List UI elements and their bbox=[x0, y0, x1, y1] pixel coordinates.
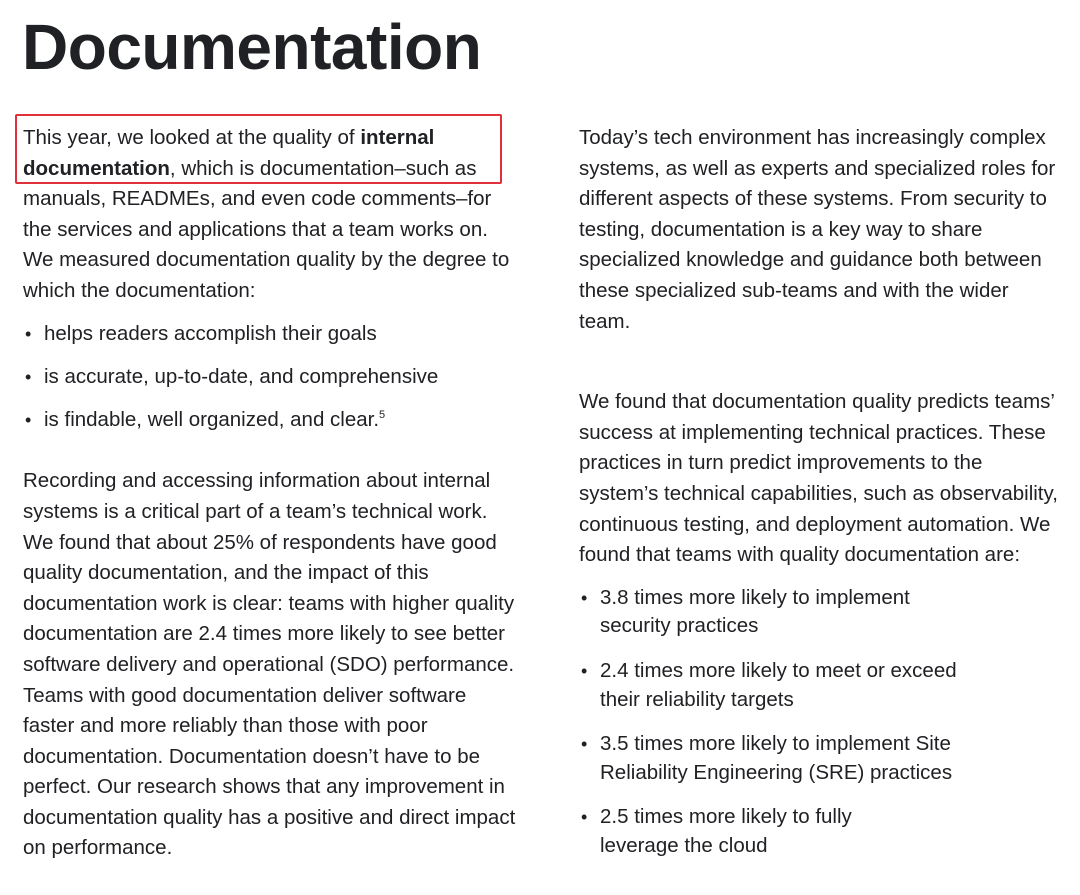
bullet-icon: • bbox=[25, 409, 32, 430]
list-item-line: 3.8 times more likely to implement bbox=[600, 585, 910, 609]
list-item-line: security practices bbox=[600, 614, 759, 638]
list-item bbox=[579, 657, 1064, 714]
list-item-text: is findable, well organized, and clear. bbox=[44, 407, 380, 431]
list-item bbox=[579, 803, 1064, 860]
list-item-line: 2.4 times more likely to meet or exceed bbox=[600, 658, 957, 682]
intro-bold-term: internal documentation bbox=[23, 126, 435, 180]
intro-text-start: This year, we looked at the quality of bbox=[23, 126, 361, 149]
bullet-icon: • bbox=[581, 734, 588, 755]
bullet-icon: • bbox=[581, 807, 588, 828]
bullet-icon: • bbox=[581, 587, 588, 608]
criteria-list bbox=[23, 319, 523, 436]
list-item-line: 2.5 times more likely to fully bbox=[600, 805, 852, 829]
list-item bbox=[23, 405, 523, 436]
highlight-annotation-box bbox=[15, 114, 502, 184]
bullet-icon: • bbox=[581, 660, 588, 681]
page-title: Documentation bbox=[22, 11, 482, 83]
footnote-marker: 5 bbox=[379, 408, 386, 421]
list-item-text: is accurate, up-to-date, and comprehensive bbox=[44, 364, 439, 388]
right-column bbox=[579, 123, 1064, 876]
list-item bbox=[579, 584, 1064, 641]
list-item-text: helps readers accomplish their goals bbox=[44, 321, 377, 345]
list-item-line: 3.5 times more likely to implement Site bbox=[600, 732, 951, 756]
list-item bbox=[579, 730, 1064, 787]
likelihood-list bbox=[579, 584, 1064, 861]
list-item bbox=[23, 362, 523, 393]
list-item bbox=[23, 319, 523, 350]
list-item-line: leverage the cloud bbox=[600, 833, 768, 857]
bullet-icon: • bbox=[25, 323, 32, 344]
context-paragraph: Today’s tech environment has increasingly complex systems, as well as experts and specialized roles for different aspects of these systems. From security to testing, documentation is a key way to share specialized knowledge and guidance both between these specialized sub-teams and with the wider team. bbox=[579, 126, 1056, 333]
findings-paragraph: Recording and accessing information about internal systems is a critical part of a team’s technical work. We found that about 25% of respondents have good quality documentation, and the impact of this documentation work is clear: teams with higher quality documentation are 2.4 times more likely to see better software delivery and operational (SDO) performance. Teams with good documentation deliver software faster and more reliably than those with poor documentation. Documentation doesn’t have to be perfect. Our research shows that any improvement in documentation quality has a positive and direct impact on performance. bbox=[23, 469, 516, 860]
list-item-line: Reliability Engineering (SRE) practices bbox=[600, 760, 953, 784]
left-column bbox=[23, 123, 523, 864]
predictions-paragraph: We found that documentation quality predicts teams’ success at implementing technical practices. These practices in turn predict improvements to the system’s technical capabilities, such as observability, continuous testing, and deployment automation. We found that teams with quality documentation are: bbox=[579, 390, 1058, 567]
list-item-line: their reliability targets bbox=[600, 687, 794, 711]
bullet-icon: • bbox=[25, 366, 32, 387]
intro-text-end: , which is documentation–such as manuals, READMEs, and even code comments–for the services and applications that a team works on. We measured documentation quality by the degree to which the documentation: bbox=[23, 156, 510, 302]
